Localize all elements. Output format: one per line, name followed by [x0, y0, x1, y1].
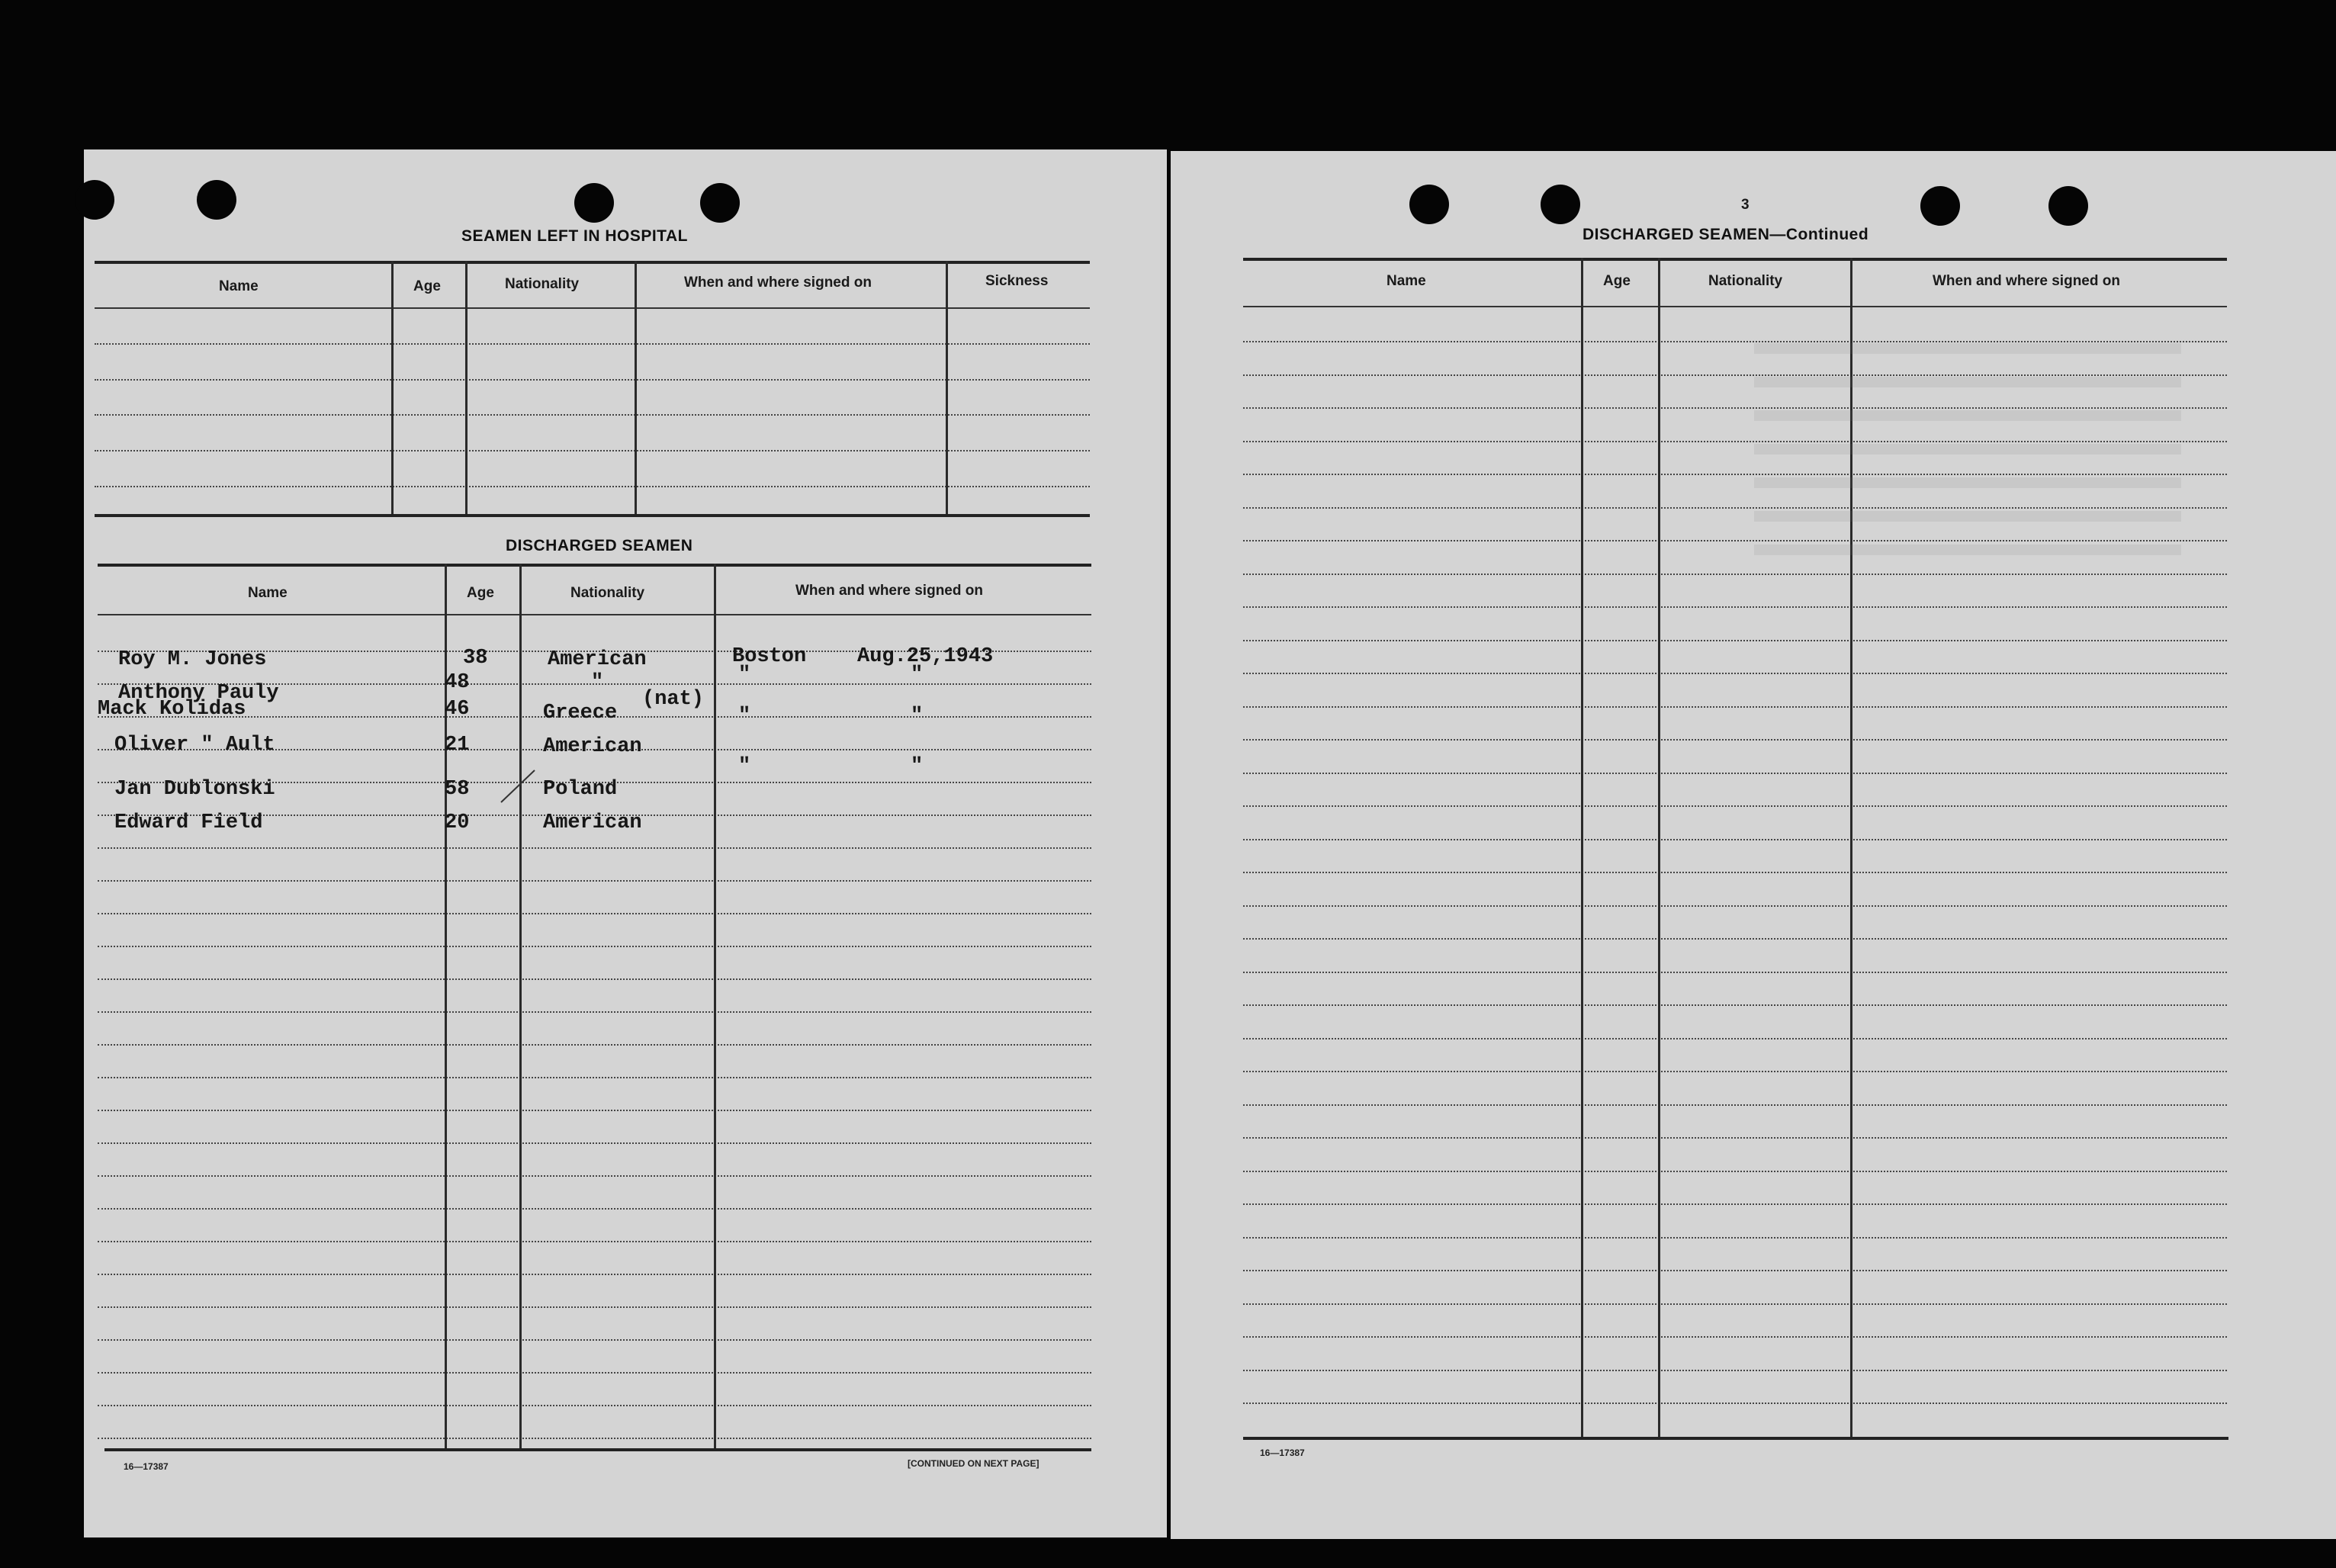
ruled-line — [98, 1142, 1091, 1144]
ruled-line — [98, 1011, 1091, 1013]
column-divider — [519, 564, 522, 1450]
row2-date: " — [911, 664, 924, 686]
ruled-line — [1243, 872, 2227, 873]
discharged-top-rule — [98, 564, 1091, 567]
discharged-title: DISCHARGED SEAMEN — [506, 537, 693, 554]
row3-age: 46 — [445, 698, 470, 721]
ruled-line — [1243, 1171, 2227, 1172]
ruled-line — [95, 450, 1090, 451]
ruled-line — [98, 1044, 1091, 1046]
left-page — [84, 149, 1167, 1537]
discharged-header-age: Age — [467, 585, 494, 601]
ruled-line — [98, 1110, 1091, 1111]
ruled-line — [1243, 1071, 2227, 1072]
hospital-header-signed: When and where signed on — [684, 275, 872, 291]
row4-place: " — [738, 755, 751, 778]
ruled-line — [1243, 1038, 2227, 1039]
discharged-bottom-rule — [104, 1448, 1091, 1451]
ruled-line — [98, 1438, 1091, 1439]
ruled-line — [1243, 1336, 2227, 1338]
row3-place: " — [738, 705, 751, 728]
row3-name: Mack Kolidas — [98, 698, 246, 721]
row4-name: Oliver " Ault — [114, 734, 275, 757]
hospital-title: SEAMEN LEFT IN HOSPITAL — [461, 227, 688, 245]
right-bottom-rule — [1243, 1437, 2228, 1440]
row2-nationality: " — [591, 671, 604, 694]
punch-hole — [1541, 185, 1580, 224]
row6-name: Edward Field — [114, 811, 263, 834]
right-form-number: 16—17387 — [1260, 1448, 1305, 1458]
row4-date: " — [911, 755, 924, 778]
ruled-line — [1243, 574, 2227, 575]
page-number: 3 — [1741, 197, 1750, 213]
row3-date: " — [911, 705, 924, 728]
punch-hole — [1920, 186, 1960, 226]
ruled-line — [98, 880, 1091, 882]
ruled-line — [1243, 606, 2227, 608]
ruled-line — [95, 379, 1090, 381]
ruled-line — [95, 486, 1090, 487]
row1-nationality: American — [548, 648, 647, 671]
ruled-line — [1243, 1004, 2227, 1006]
hospital-header-sickness: Sickness — [985, 273, 1049, 289]
row1-age: 38 — [463, 647, 488, 670]
ruled-line — [1243, 706, 2227, 708]
right-header-signed: When and where signed on — [1933, 273, 2120, 289]
punch-hole — [1409, 185, 1449, 224]
punch-hole — [75, 180, 114, 220]
ruled-line — [1243, 739, 2227, 741]
ruled-line — [1243, 1104, 2227, 1106]
row5-nationality: Poland — [543, 778, 618, 801]
row3-nationality: Greece — [543, 702, 618, 725]
hospital-header-name: Name — [219, 278, 259, 294]
row1-place: Boston — [732, 645, 807, 668]
ruled-line — [98, 1208, 1091, 1210]
bleed-through-mark — [1754, 320, 2181, 572]
ruled-line — [1243, 1303, 2227, 1305]
hospital-header-age: Age — [413, 278, 441, 294]
ruled-line — [98, 1274, 1091, 1275]
right-header-rule — [1243, 306, 2227, 307]
hospital-top-rule — [95, 261, 1090, 264]
right-header-age: Age — [1603, 273, 1631, 289]
ruled-line — [1243, 905, 2227, 907]
row1-name: Roy M. Jones — [118, 648, 267, 671]
column-divider — [635, 261, 637, 514]
punch-hole — [700, 183, 740, 223]
hospital-header-rule — [95, 307, 1090, 309]
discharged-header-nationality: Nationality — [570, 585, 645, 601]
row2-place: " — [738, 664, 751, 686]
row6-age: 20 — [445, 811, 470, 834]
column-divider — [391, 261, 394, 514]
row6-nationality: American — [543, 811, 642, 834]
ruled-line — [1243, 1203, 2227, 1205]
ruled-line — [98, 1175, 1091, 1177]
punch-hole — [197, 180, 236, 220]
ruled-line — [98, 1405, 1091, 1406]
row3-note: (nat) — [642, 688, 705, 711]
column-divider — [714, 564, 716, 1450]
column-divider — [946, 261, 948, 514]
ruled-line — [98, 1372, 1091, 1374]
column-divider — [1658, 258, 1660, 1438]
ruled-line — [98, 1077, 1091, 1078]
ruled-line — [95, 414, 1090, 416]
check-mark — [500, 769, 538, 805]
ruled-line — [95, 343, 1090, 345]
column-divider — [445, 564, 447, 1450]
ruled-line — [98, 847, 1091, 849]
discharged-header-name: Name — [248, 585, 288, 601]
ruled-line — [1243, 1370, 2227, 1371]
continued-note: [CONTINUED ON NEXT PAGE] — [908, 1458, 1039, 1469]
ruled-line — [1243, 1237, 2227, 1239]
ruled-line — [1243, 673, 2227, 674]
ruled-line — [98, 913, 1091, 914]
row4-nationality: American — [543, 735, 642, 758]
punch-hole — [574, 183, 614, 223]
discharged-header-rule — [98, 614, 1091, 615]
ruled-line — [1243, 773, 2227, 774]
ruled-line — [1243, 805, 2227, 807]
right-header-name: Name — [1386, 273, 1426, 289]
ruled-line — [98, 1241, 1091, 1242]
row4-age: 21 — [445, 734, 470, 757]
row1-date: Aug.25,1943 — [857, 645, 994, 668]
column-divider — [465, 261, 468, 514]
hospital-header-nationality: Nationality — [505, 276, 580, 292]
left-form-number: 16—17387 — [124, 1461, 169, 1472]
ruled-line — [98, 978, 1091, 980]
punch-hole — [2048, 186, 2088, 226]
ruled-line — [1243, 839, 2227, 840]
hospital-bottom-rule — [95, 514, 1090, 517]
ruled-line — [1243, 1403, 2227, 1404]
ruled-line — [1243, 1270, 2227, 1271]
ruled-line — [1243, 640, 2227, 641]
right-title: DISCHARGED SEAMEN—Continued — [1583, 226, 1869, 243]
ruled-line — [98, 1306, 1091, 1308]
column-divider — [1581, 258, 1583, 1438]
ruled-line — [1243, 972, 2227, 973]
row2-age: 48 — [445, 671, 470, 694]
row5-name: Jan Dublonski — [114, 778, 275, 801]
right-top-rule — [1243, 258, 2227, 261]
ruled-line — [1243, 1137, 2227, 1139]
discharged-header-signed: When and where signed on — [795, 583, 983, 599]
row5-age: 58 — [445, 778, 470, 801]
ruled-line — [98, 1339, 1091, 1341]
ruled-line — [98, 946, 1091, 947]
row2-name: Anthony Pauly — [118, 682, 279, 705]
right-header-nationality: Nationality — [1708, 273, 1783, 289]
ruled-line — [1243, 938, 2227, 940]
